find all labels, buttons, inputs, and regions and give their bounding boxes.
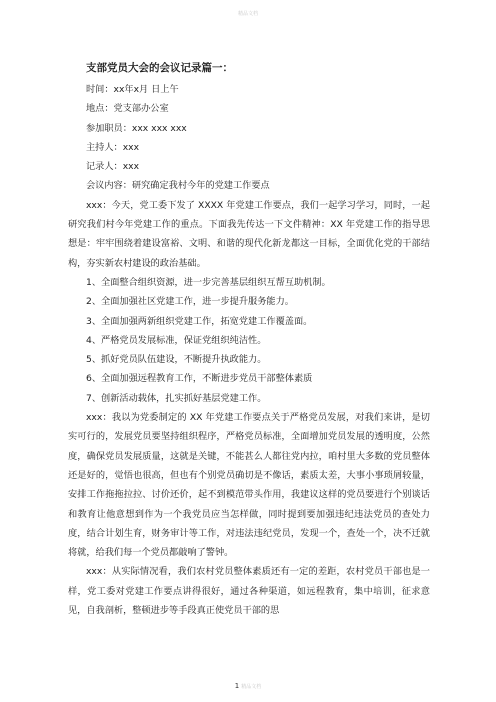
work-point: 4、严格党员发展标准，保证党组织纯洁性。 <box>86 334 267 346</box>
meeting-recorder: 记录人：xxx <box>86 161 140 173</box>
work-point: 7、创新活动载体，扎实抓好基层党建工作。 <box>86 392 267 404</box>
footer-watermark: 精品文档 <box>241 684 262 690</box>
paragraph-discussion-1: xxx：我以为党委制定的 XX 年党建工作要点关于严格党员发展，对我们来讲，是切实可行的，发展党员要坚持组织程序，严格党员标准，全面增加党员发展的透明度，公然度，确保党员发展质量，这就是关键，不能甚么人都往党内拉，咱村里大多数的党员整体还是好的，觉悟也很高，但也有个别党员确切是不像话，素质太差，大事小事琐屑较量，安排工作拖拖拉拉、讨价还价，起不到模范带头作用，我建议这样的党员要进行个别谈话和教育让他意想到作为一个我党员应当怎样做，同时提到要加强违纪违法党员的查处力度，结合计划生育，财务审计等工作，对违法违纪党员，发现一个，查处一个，决不迁就将就，给我们每一个党员都敲响了警钟。 <box>68 412 430 559</box>
work-point: 6、全面加强远程教育工作，不断进步党员干部整体素质 <box>86 373 313 385</box>
meeting-metadata <box>68 80 430 196</box>
meeting-host: 主持人：xxx <box>86 141 140 153</box>
document-title: 支部党员大会的会议记录篇一： <box>86 62 233 74</box>
document-body <box>68 61 430 620</box>
meeting-content: 会议内容：研究确定我村今年的党建工作要点 <box>86 180 270 192</box>
meeting-place: 地点：党支部办公室 <box>86 103 169 115</box>
work-point: 5、抓好党员队伍建设，不断提升执政能力。 <box>86 354 267 366</box>
work-point: 1、全面整合组织资源，进一步完善基层组织互帮互助机制。 <box>86 276 331 288</box>
work-point: 3、全面加强两新组织党建工作，拓宽党建工作覆盖面。 <box>86 315 313 327</box>
work-point: 2、全面加强社区党建工作，进一步提升服务能力。 <box>86 296 294 308</box>
paragraph-discussion-2: xxx：从实际情况看，我们农村党员整体素质还有一定的差距，农村党员干部也是一样，党工委对党建工作要点讲得很好，通过各种渠道，如远程教育，集中培训，征求意见，自我剖析，整顿进步等手段真正使党员干部的思 <box>68 566 430 617</box>
paragraph-opening: xxx：今天，党工委下发了 XXXX 年党建工作要点，我们一起学习学习，同时，一起研究我们村今年党建工作的重点。下面我先传达一下文件精神：XX 年党建工作的指导思想是：牢牢围绕着建设富裕、文明、和谐的现代化新龙都这一目标，全面优化党的干部结构，夯实新农村建设的政治基础。 <box>68 199 430 269</box>
work-points-list <box>68 273 430 408</box>
page-footer <box>0 682 496 690</box>
meeting-attendees: 参加职员：xxx xxx xxx <box>86 122 187 134</box>
meeting-time: 时间：xx年x月 日上午 <box>86 84 179 95</box>
page-number: 1 <box>234 682 240 690</box>
header-watermark: 精品文档 <box>237 11 258 17</box>
